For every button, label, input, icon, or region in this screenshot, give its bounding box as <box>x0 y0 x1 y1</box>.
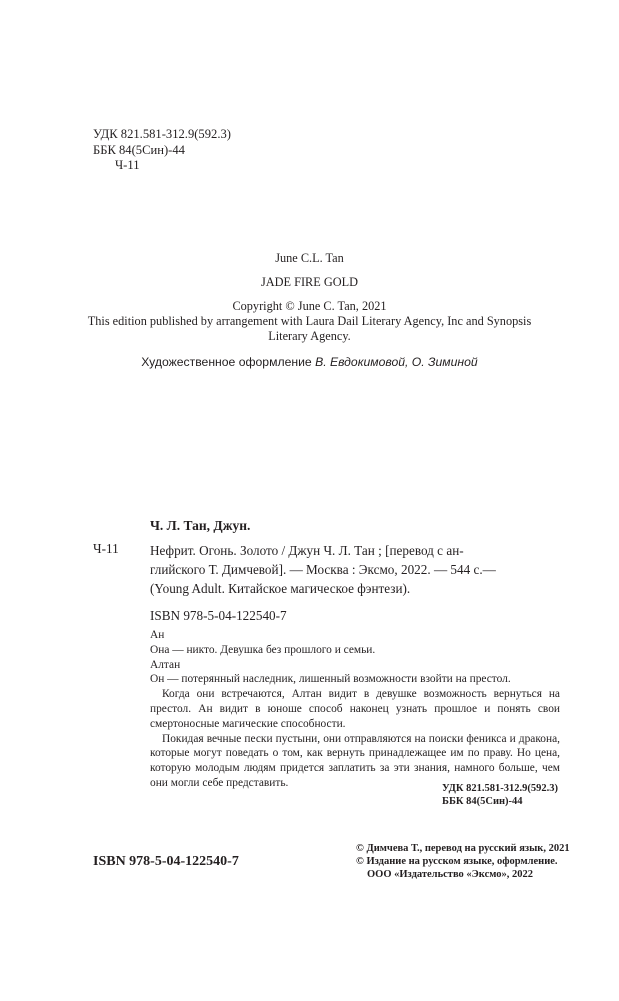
bbk-code: ББК 84(5Син)-44 <box>93 142 185 157</box>
annotation-line: Ан <box>150 629 165 641</box>
copyright-line-3: ООО «Издательство «Эксмо», 2022 <box>367 869 534 880</box>
bibliographic-description <box>150 541 530 599</box>
catalog-author-mark: Ч-11 <box>93 541 119 556</box>
original-author: June C.L. Tan <box>275 251 344 265</box>
udk-code: УДК 821.581-312.9(592.3) <box>93 127 231 141</box>
design-credit-label: Художественное оформление <box>141 355 316 369</box>
copyright-notice <box>356 842 570 881</box>
copyright-line: Copyright © June C. Tan, 2021 <box>232 299 387 313</box>
catalog-author-heading: Ч. Л. Тан, Джун. <box>150 518 251 533</box>
annotation-paragraph: Когда они встречаются, Алтан видит в девушке возможность вернуться на престол. Ан видит в юноше способ наконец узнать прошлое и понять свои смертоносные магические способности. <box>150 688 560 730</box>
copyright-line-2: © Издание на русском языке, оформление. <box>356 856 558 867</box>
biblio-line-3: (Young Adult. Китайское магическое фэнтези). <box>150 581 411 597</box>
catalog-isbn: ISBN 978-5-04-122540-7 <box>150 608 287 623</box>
bottom-isbn: ISBN 978-5-04-122540-7 <box>93 854 239 869</box>
annotation-line: Он — потерянный наследник, лишенный возможности взойти на престол. <box>150 673 511 686</box>
design-credit-names: В. Евдокимовой, О. Зиминой <box>315 355 478 369</box>
bottom-bbk-code: ББК 84(5Син)-44 <box>442 796 523 807</box>
edition-line-2: Literary Agency. <box>268 329 351 343</box>
copyright-line-1: © Димчева Т., перевод на русский язык, 2021 <box>356 843 570 854</box>
original-title: JADE FIRE GOLD <box>260 275 358 289</box>
design-credit <box>0 355 619 369</box>
top-classification-codes <box>93 127 231 174</box>
biblio-line-2: глийского Т. Димчевой]. — Москва : Эксмо, 2022. — 544 с.— <box>150 562 496 578</box>
annotation-line: Она — никто. Девушка без прошлого и семьи. <box>150 643 376 656</box>
annotation <box>150 628 560 791</box>
annotation-paragraph: Покидая вечные пески пустыни, они отправляются на поиски феникса и дракона, которые могут поведать о том, как вернуть принадлежащее им по праву. Но цена, которую молодым людям придется заплатить за эти знания, намного больше, чем они могли себе представить. <box>150 732 560 789</box>
bottom-udk-code: УДК 821.581-312.9(592.3) <box>442 783 558 794</box>
edition-line-1: This edition published by arrangement with Laura Dail Literary Agency, Inc and Synopsis <box>87 314 532 328</box>
biblio-line-1: Нефрит. Огонь. Золото / Джун Ч. Л. Тан ; [перевод с ан- <box>150 543 464 558</box>
annotation-line: Алтан <box>150 658 181 671</box>
author-mark: Ч-11 <box>115 158 140 172</box>
bottom-classification-codes <box>442 782 558 808</box>
